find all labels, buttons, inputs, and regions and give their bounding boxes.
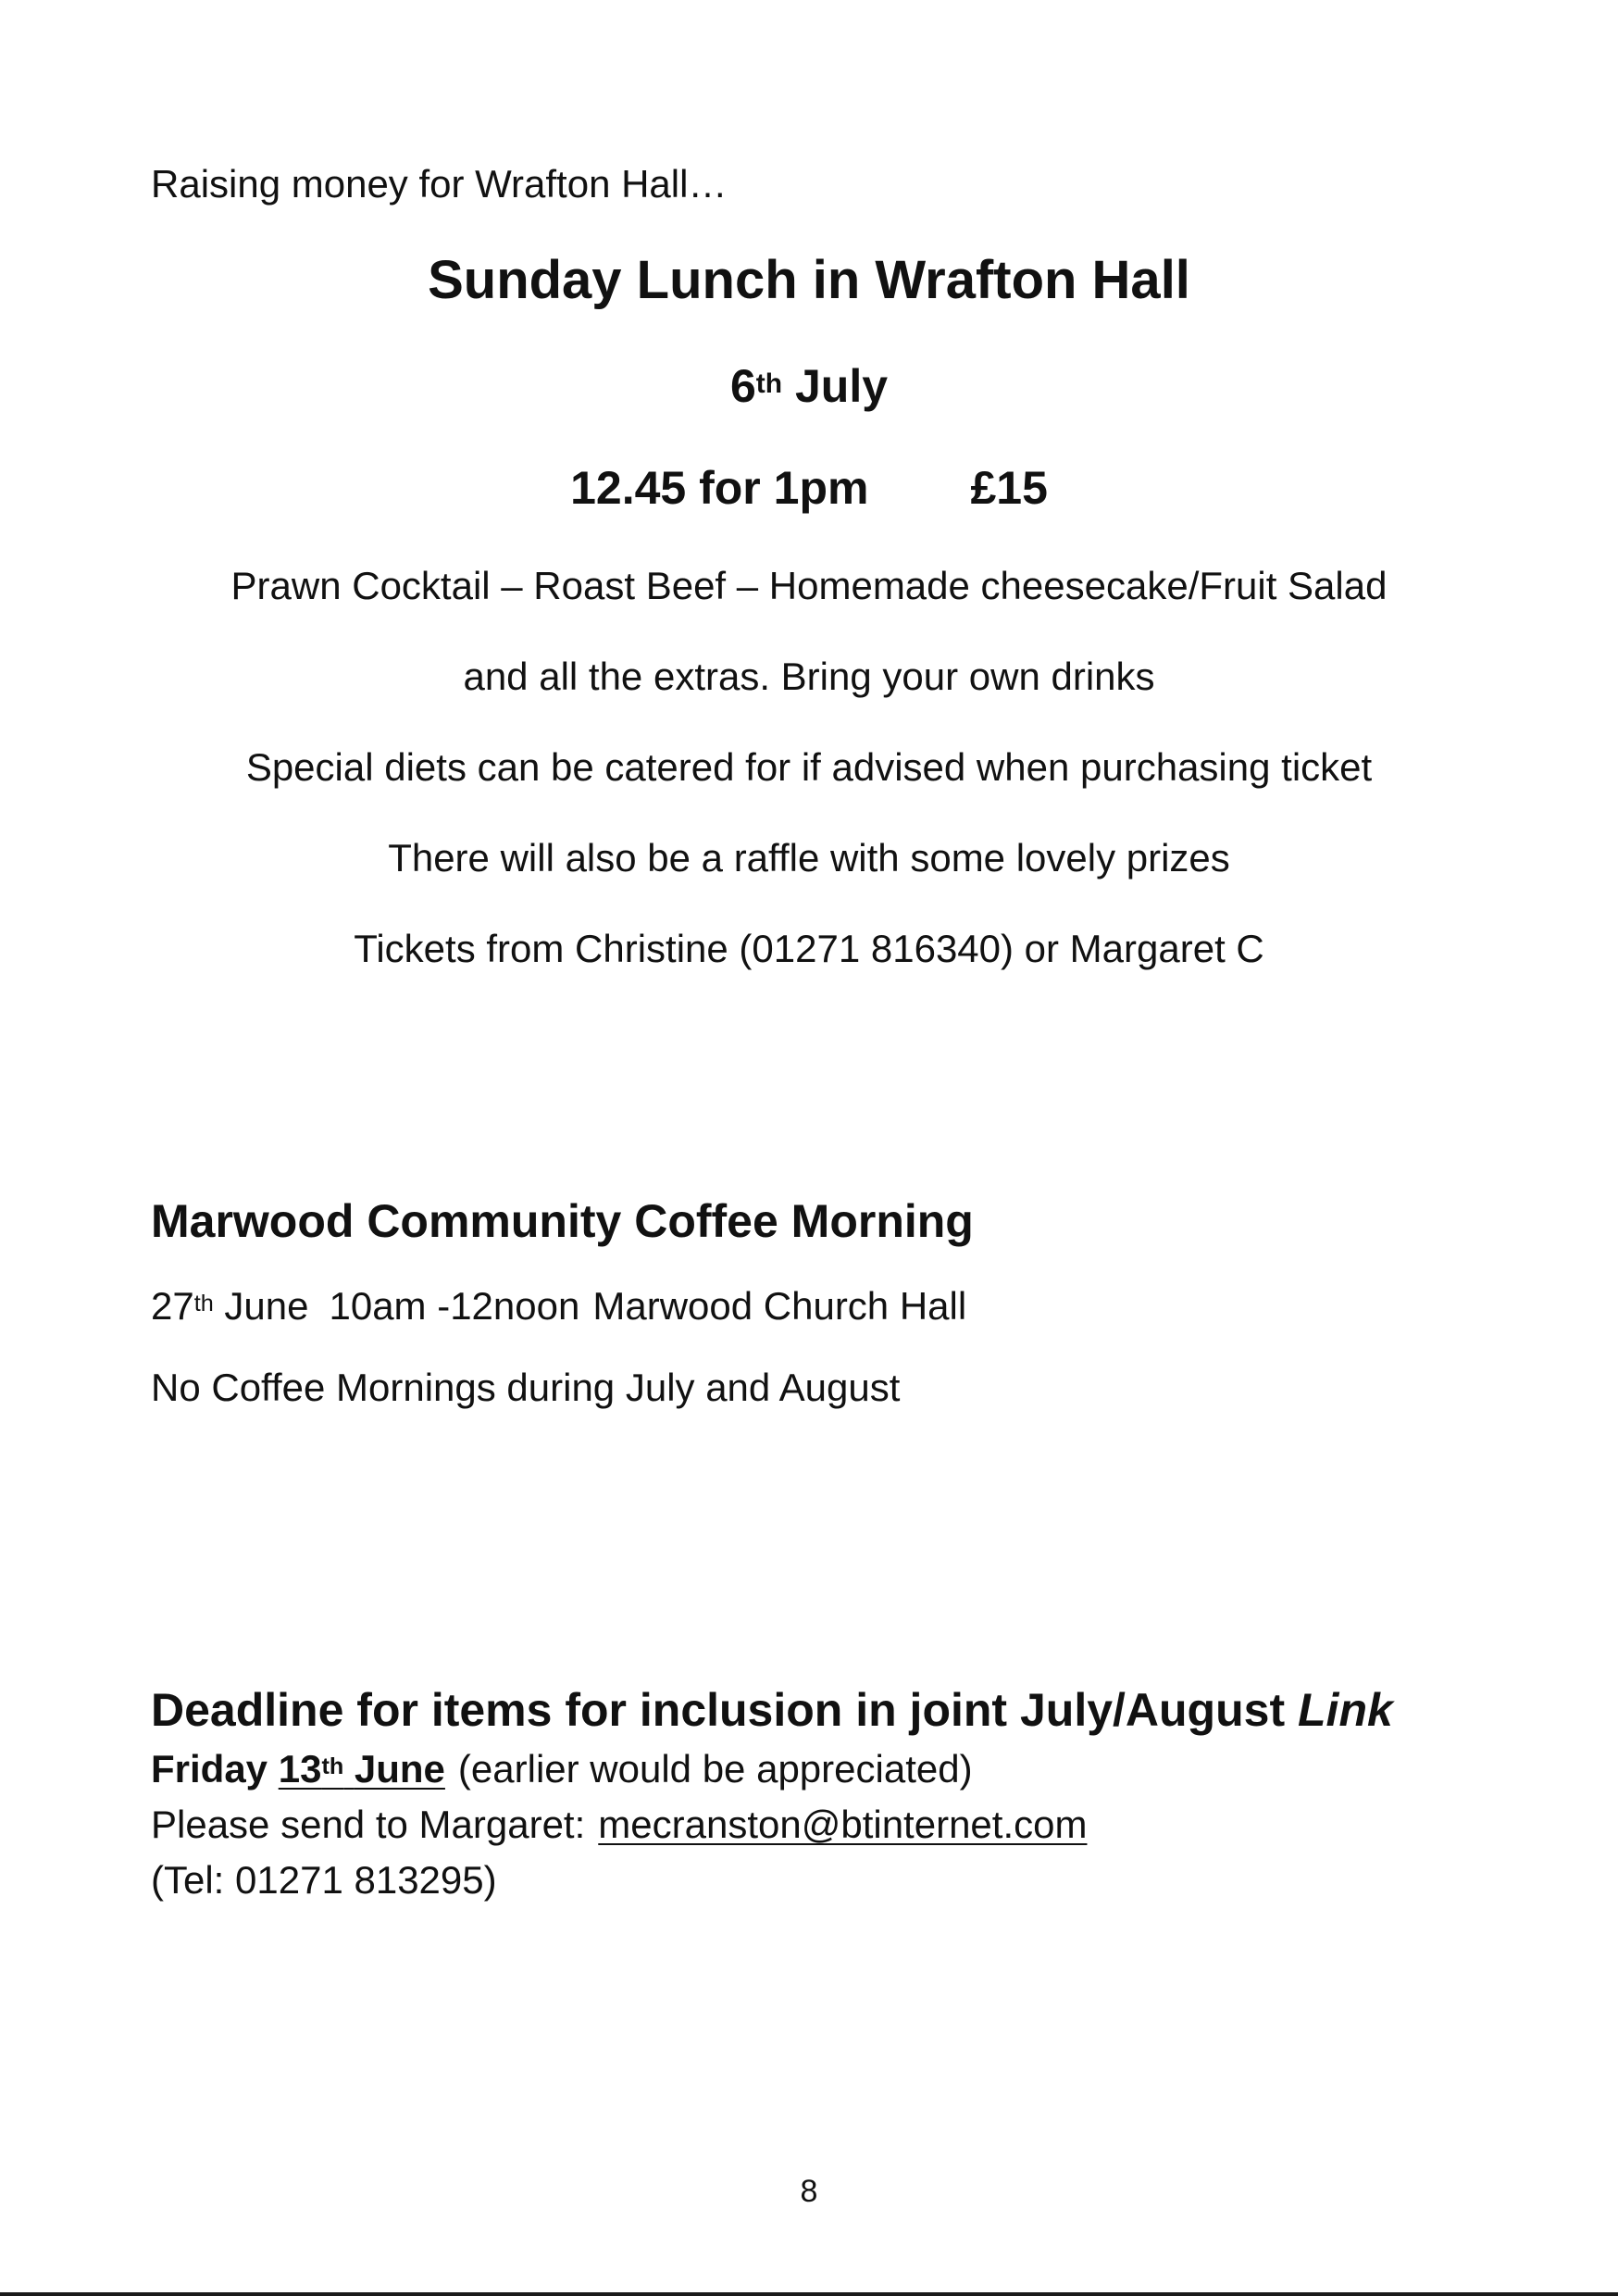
coffee-time: 10am -12noon bbox=[329, 1284, 580, 1328]
lunch-date-day: 6 bbox=[729, 360, 756, 412]
deadline-note: (earlier would be appreciated) bbox=[457, 1747, 973, 1791]
lunch-date-suffix: th bbox=[755, 368, 783, 399]
lunch-date-month: July bbox=[794, 360, 889, 412]
deadline-date-line bbox=[151, 1747, 973, 1791]
deadline-date-suffix: th bbox=[321, 1753, 344, 1780]
deadline-weekday: Friday bbox=[151, 1747, 268, 1791]
deadline-tel: (Tel: 01271 813295) bbox=[151, 1858, 497, 1902]
deadline-email-link[interactable]: mecranston@btinternet.com bbox=[598, 1803, 1088, 1846]
lunch-menu: Prawn Cocktail – Roast Beef – Homemade cheesecake/Fruit Salad bbox=[230, 564, 1388, 607]
lunch-date bbox=[0, 360, 1618, 412]
lunch-price: £15 bbox=[970, 462, 1048, 514]
lunch-extras: and all the extras. Bring your own drinks bbox=[463, 655, 1155, 698]
coffee-date-suffix: th bbox=[193, 1291, 214, 1317]
deadline-send-label: Please send to Margaret: bbox=[151, 1803, 586, 1846]
lunch-time-price bbox=[0, 462, 1618, 514]
bottom-rule bbox=[0, 2292, 1618, 2296]
deadline-heading bbox=[151, 1684, 1393, 1736]
coffee-venue: Marwood Church Hall bbox=[592, 1284, 967, 1328]
lunch-diets: Special diets can be catered for if advised when purchasing ticket bbox=[245, 745, 1373, 789]
deadline-date-month: June bbox=[354, 1747, 445, 1791]
coffee-details bbox=[151, 1284, 967, 1328]
lunch-raffle: There will also be a raffle with some lovely prizes bbox=[388, 836, 1230, 880]
coffee-date-day: 27 bbox=[151, 1284, 194, 1328]
coffee-date-month: June bbox=[224, 1284, 309, 1328]
deadline-heading-link: Link bbox=[1298, 1684, 1393, 1736]
deadline-date bbox=[279, 1747, 445, 1791]
deadline-send-line bbox=[151, 1805, 1087, 1844]
coffee-heading: Marwood Community Coffee Morning bbox=[151, 1195, 974, 1247]
lunch-tickets: Tickets from Christine (01271 816340) or Margaret C bbox=[354, 927, 1264, 970]
page-number: 8 bbox=[800, 2174, 818, 2209]
deadline-date-day: 13 bbox=[278, 1747, 322, 1791]
lunch-title: Sunday Lunch in Wrafton Hall bbox=[428, 250, 1190, 310]
lunch-time: 12.45 for 1pm bbox=[570, 462, 869, 514]
intro-text: Raising money for Wrafton Hall… bbox=[151, 162, 728, 206]
coffee-note: No Coffee Mornings during July and August bbox=[151, 1366, 901, 1409]
deadline-heading-main: Deadline for items for inclusion in joint July/August bbox=[151, 1684, 1286, 1736]
